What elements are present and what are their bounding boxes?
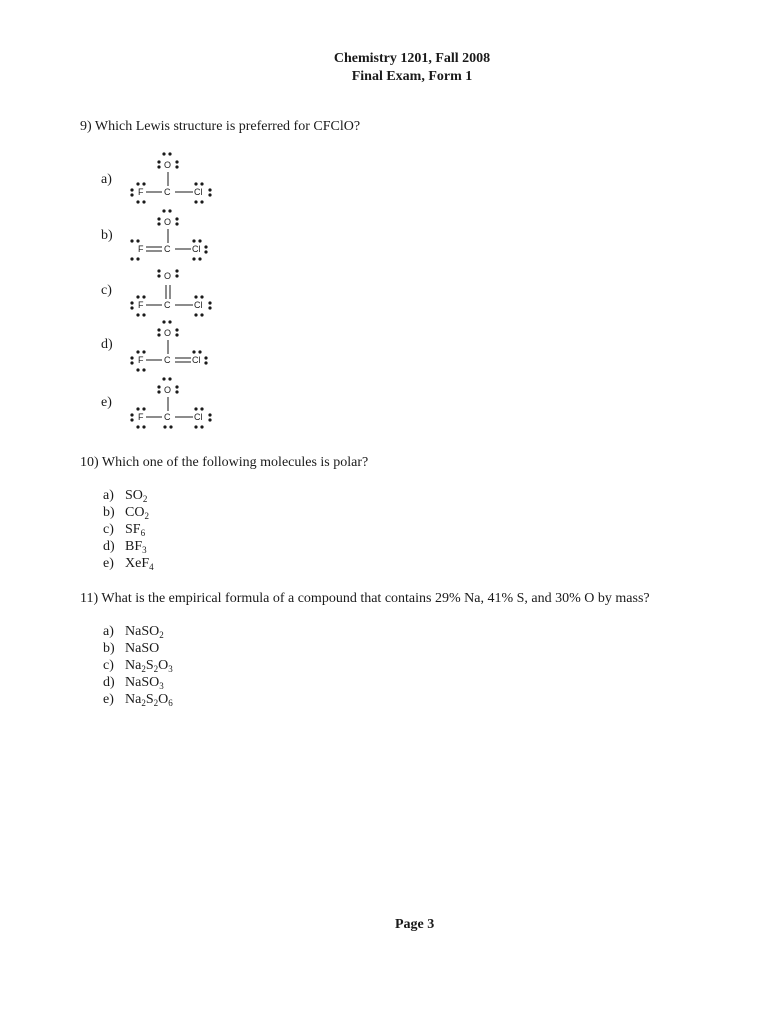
chemical-formula (125, 641, 159, 656)
question-number: 11) (80, 591, 99, 606)
option-label: d) (103, 539, 115, 554)
formula-element: S (145, 658, 154, 673)
q9-option-label: a) (101, 172, 112, 187)
formula-subscript: 2 (141, 698, 146, 708)
course-title: Chemistry 1201, Fall 2008 (333, 51, 491, 66)
fluorine-atom: F (138, 244, 144, 254)
q10-option (103, 521, 154, 538)
option-label: d) (103, 675, 115, 690)
chemical-formula (125, 556, 154, 571)
chemical-formula (125, 675, 164, 690)
q10-options (103, 487, 154, 572)
formula-subscript: 2 (153, 698, 159, 708)
q10-option (103, 555, 154, 572)
chemical-formula (125, 692, 173, 707)
question-text: What is the empirical formula of a compound that contains 29% Na, 41% S, and 30% O by mass? (101, 591, 650, 606)
formula-subscript: 6 (168, 698, 173, 708)
chlorine-atom: Cl (194, 300, 203, 310)
chlorine-atom: Cl (192, 244, 201, 254)
formula-element: O (158, 692, 169, 707)
q11-option (103, 623, 173, 640)
formula-element: O (158, 658, 169, 673)
q11-option (103, 674, 173, 691)
option-label: e) (103, 692, 114, 707)
chemical-formula (125, 505, 149, 520)
formula-element: CO (125, 505, 145, 520)
q11-option (103, 657, 173, 674)
fluorine-atom: F (138, 187, 144, 197)
lewis-structure-b (124, 207, 224, 263)
chemical-formula (125, 624, 164, 639)
formula-subscript: 4 (149, 562, 154, 572)
chemical-formula (125, 488, 147, 503)
formula-element: XeF (125, 556, 150, 571)
chlorine-atom: Cl (192, 355, 201, 365)
exam-title: Final Exam, Form 1 (351, 69, 473, 84)
question-text: Which one of the following molecules is polar? (101, 455, 369, 470)
fluorine-atom: F (138, 355, 144, 365)
lewis-structure-d (124, 318, 224, 374)
q9-option-label: c) (101, 283, 112, 298)
chemical-formula (125, 658, 173, 673)
option-label: c) (103, 658, 114, 673)
option-label: a) (103, 624, 114, 639)
option-label: b) (103, 641, 115, 656)
option-label: c) (103, 522, 114, 537)
formula-subscript: 2 (141, 664, 146, 674)
q10-option (103, 538, 154, 555)
question-text: Which Lewis structure is preferred for CFClO? (94, 119, 361, 134)
formula-element: NaSO (125, 675, 160, 690)
formula-subscript: 2 (142, 494, 148, 504)
carbon-atom: C (164, 300, 171, 310)
formula-element: S (145, 692, 154, 707)
page-number: Page 3 (395, 917, 435, 932)
carbon-atom: C (164, 244, 171, 254)
question-number: 9) (80, 119, 92, 134)
option-label: e) (103, 556, 114, 571)
chemical-formula (125, 539, 147, 554)
chlorine-atom: Cl (194, 412, 203, 422)
formula-element: NaSO (125, 624, 160, 639)
formula-subscript: 3 (168, 664, 173, 674)
formula-element: Na (125, 658, 142, 673)
formula-element: SF (125, 522, 141, 537)
lewis-structure-e (124, 375, 224, 431)
formula-subscript: 2 (144, 511, 149, 521)
q10-option (103, 487, 154, 504)
oxygen-atom: O (164, 271, 172, 281)
oxygen-atom: O (164, 217, 172, 227)
formula-subscript: 2 (159, 630, 164, 640)
fluorine-atom: F (138, 412, 144, 422)
formula-element: NaSO (125, 641, 160, 656)
formula-element: BF (125, 539, 143, 554)
formula-subscript: 3 (142, 545, 147, 555)
exam-header (0, 50, 784, 86)
q9-option-label: e) (101, 395, 112, 410)
q10-option (103, 504, 154, 521)
question-11 (80, 590, 650, 608)
q11-options (103, 623, 173, 708)
q11-option (103, 640, 173, 657)
lewis-structure-a (124, 150, 224, 206)
carbon-atom: C (164, 355, 171, 365)
question-10 (80, 454, 368, 472)
option-label: b) (103, 505, 115, 520)
carbon-atom: C (164, 187, 171, 197)
chemical-formula (125, 522, 145, 537)
oxygen-atom: O (164, 328, 172, 338)
oxygen-atom: O (164, 160, 172, 170)
formula-element: SO (125, 488, 143, 503)
q9-option-label: d) (101, 337, 113, 352)
lewis-structure-c (124, 263, 224, 319)
q9-option-label: b) (101, 228, 113, 243)
formula-element: Na (125, 692, 142, 707)
question-number: 10) (80, 455, 99, 470)
formula-subscript: 2 (153, 664, 159, 674)
question-9 (80, 118, 360, 136)
oxygen-atom: O (164, 385, 172, 395)
chlorine-atom: Cl (194, 187, 203, 197)
formula-subscript: 3 (159, 681, 164, 691)
formula-subscript: 6 (140, 528, 146, 538)
q11-option (103, 691, 173, 708)
carbon-atom: C (164, 412, 171, 422)
option-label: a) (103, 488, 114, 503)
fluorine-atom: F (138, 300, 144, 310)
